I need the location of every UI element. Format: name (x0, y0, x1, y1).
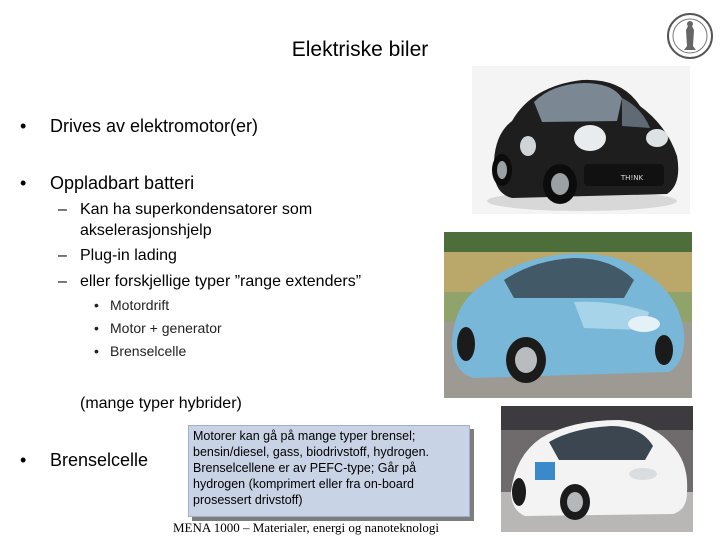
footer-course-title: MENA 1000 – Materialer, energi og nanoteknologi (173, 520, 440, 535)
sub-sub-item: • Motordrift (94, 297, 170, 313)
bullet-text: Oppladbart batteri (50, 173, 195, 193)
fuel-info-textbox: Motorer kan gå på mange typer brensel; bensin/diesel, gass, biodrivstoff, hydrogen. Brenselcellene er av PEFC-type; Går på hydrogen (komprimert eller fra on-board prosessert drivstoff) (188, 425, 470, 517)
photo-blue-electric-car (444, 232, 692, 398)
sub-sub-item: • Brenselcelle (94, 343, 187, 359)
license-plate: TH!NK (620, 174, 644, 182)
slide-title: Elektriske biler (291, 38, 429, 61)
photo-black-electric-car (472, 66, 690, 214)
bullet-text: Brenselcelle (50, 450, 149, 470)
sub-item-continuation: akselerasjonshjelp (80, 222, 212, 239)
bullet-item: • Oppladbart batteri (20, 173, 195, 193)
bullet-item: • Brenselcelle (20, 450, 149, 470)
sub-sub-item: • Motor + generator (94, 320, 222, 336)
sub-item: – Kan ha superkondensatorer som (58, 201, 313, 218)
sub-item: – Plug-in lading (58, 247, 177, 264)
note-text: (mange typer hybrider) (80, 395, 242, 412)
bullet-item: • Drives av elektromotor(er) (20, 116, 259, 136)
photo-white-fuelcell-car (501, 406, 693, 532)
university-seal-logo (666, 10, 714, 64)
sub-item: – eller forskjellige typer ”range extenders” (58, 273, 362, 290)
bullet-text: Drives av elektromotor(er) (50, 116, 259, 136)
